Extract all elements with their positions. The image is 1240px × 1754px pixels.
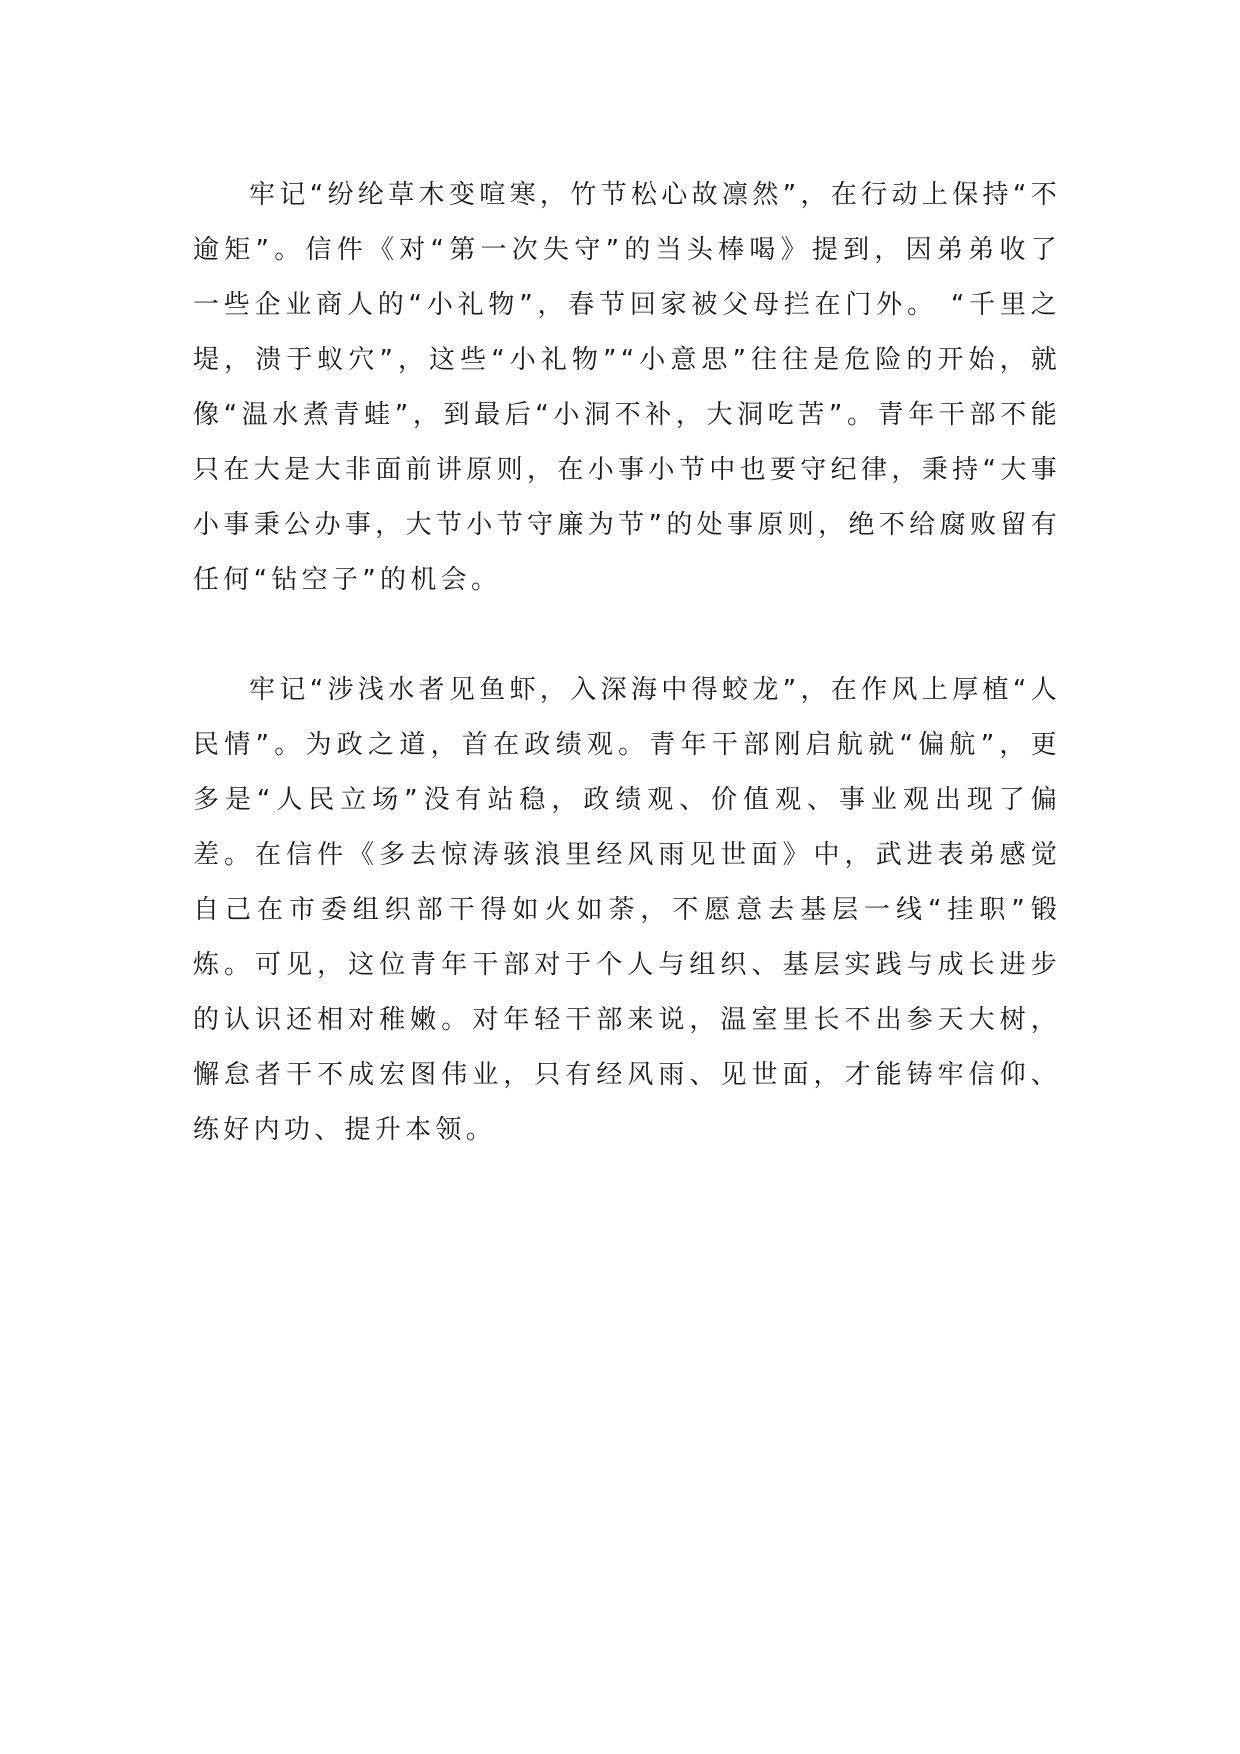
paragraph-1: 牢记“纷纶草木变喧寒，竹节松心故凛然”，在行动上保持“不逾矩”。信件《对“第一次失守”的当头棒喝》提到，因弟弟收了一些企业商人的“小礼物”，春节回家被父母拦在门外。 “千里之堤，溃于蚁穴”，这些“小礼物”“小意思”往往是危险的开始，就像“温水煮青蛙”，到最后“小洞不补，大洞吃苦”。青年干部不能只在大是大非面前讲原则，在小事小节中也要守纪律，秉持“大事小事秉公办事，大节小节守廉为节”的处事原则，绝不给腐败留有任何“钻空子”的机会。 — [193, 180, 1061, 595]
paragraph-2: 牢记“涉浅水者见鱼虾，入深海中得蛟龙”，在作风上厚植“人民情”。为政之道，首在政绩观。青年干部刚启航就“偏航”，更多是“人民立场”没有站稳，政绩观、价值观、事业观出现了偏差。在信件《多去惊涛骇浪里经风雨见世面》中，武进表弟感觉自己在市委组织部干得如火如荼，不愿意去基层一线“挂职”锻炼。可见，这位青年干部对于个人与组织、基层实践与成长进步的认识还相对稚嫩。对年轻干部来说，温室里长不出参天大树，懈怠者干不成宏图伟业，只有经风雨、见世面，才能铸牢信仰、练好内功、提升本领。 — [193, 675, 1061, 1145]
document-body — [193, 168, 1061, 1158]
